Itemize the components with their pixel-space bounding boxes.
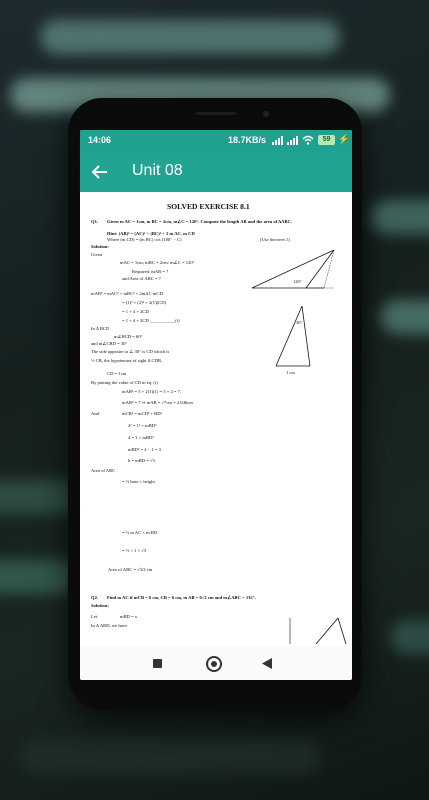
bg-blur-line: [40, 20, 340, 54]
exercise-heading: SOLVED EXERCISE 8.1: [167, 202, 250, 211]
angle-cbd: and m∠CBD = 30°: [91, 341, 128, 346]
bg-blur-line: [20, 740, 320, 774]
substitution-line: By putting the value of CD in eq. (i): [91, 380, 158, 385]
wifi-icon: [302, 135, 314, 145]
dimension-label: 1 cm: [286, 370, 295, 375]
equation-6: mAB² = 7 ⇒ mAB = √7cm = 2.646cm: [122, 400, 193, 405]
navigation-bar: [80, 646, 352, 680]
home-button-dot: [211, 661, 217, 667]
app-bar: [80, 152, 352, 192]
given-values: mAC = 1cm; mBC = 2cm; m∠C = 120°: [120, 260, 195, 265]
angle-bcd: m∠BCD = 60°: [114, 334, 143, 339]
q2-text: Find m AC if mCB = 6 cm, CB = 6 cm, m AB = 6√2 cm and m∠ABC = 135°.: [107, 595, 256, 600]
home-button[interactable]: [206, 656, 222, 672]
side-statement: The side opposite to ∠ 30° is CD which is: [91, 349, 170, 354]
given-label: Given: [91, 252, 103, 257]
area-result: Area of ABC = √3/2 cm: [108, 567, 153, 572]
bg-blur-line: [390, 620, 429, 654]
equation-2: = (1)² + (2)² + 2(1)(CD): [122, 300, 167, 305]
battery-level: 59: [322, 136, 331, 143]
document-page[interactable]: [80, 192, 352, 646]
area-formula-2: = ½ m AC × m BD: [122, 530, 158, 535]
bg-blur-line: [370, 200, 429, 234]
status-time: 14:06: [88, 135, 112, 145]
equation-5: mAB² = 5 + 2(1)(1) = 5 + 2 = 7,: [122, 389, 182, 394]
triangle-figure-3: [280, 616, 350, 646]
charging-icon: ⚡: [338, 134, 350, 144]
equation-3: = 1 + 4 + 2CD: [122, 309, 149, 314]
and-label: And: [91, 411, 99, 416]
status-bar: [80, 130, 352, 152]
use-theorem: (Use theorem 1).: [260, 237, 291, 242]
equation-9: 4 = 1 + mBD²: [128, 435, 154, 440]
hint-2: Where (m CD) = (m BC) cos (180° − C): [107, 237, 182, 242]
equation-8: 2² = 1² + mBD²: [128, 423, 157, 428]
back-triangle-icon[interactable]: [262, 658, 272, 669]
signal-icon: [272, 135, 284, 145]
solution-2-label: Solution:: [91, 603, 109, 608]
triangle-bcd-label: In Δ BCD: [91, 326, 110, 331]
equation-7: mCB² = mCD² + BD²: [122, 411, 162, 416]
bg-blur-line: [380, 300, 429, 334]
let-label: Let: [91, 614, 98, 619]
area-label: Area of ABC: [91, 468, 116, 473]
recent-apps-button[interactable]: [153, 659, 162, 668]
equation-10: mBD² = 4 − 1 = 3: [128, 447, 161, 452]
triangle-figure-2: [270, 302, 320, 380]
angle-120-label: 120°: [293, 279, 302, 284]
phone-camera: [263, 111, 269, 117]
triangle-abd-label: In Δ ABD, we have: [91, 623, 127, 628]
signal-icon: [287, 135, 299, 145]
q1-text: Given m AC = 1cm, m BC = 2cm, m∠C = 120°. Compute the length AB and the area of ΔABC.: [107, 219, 293, 224]
area-formula-1: = ½ base × height: [122, 479, 155, 484]
equation-1: mAB² = mAC² + mBC² + 2mAC mCD: [91, 291, 163, 296]
hint: Hint: (AB)² = (AC)² + (BC)² + 2 m AC. m CD: [107, 231, 195, 236]
area-formula-3: = ½ × 1 × √3: [122, 548, 147, 553]
solution-label: Solution:: [91, 244, 109, 249]
back-arrow-icon[interactable]: [92, 165, 108, 179]
phone-speaker: [196, 112, 236, 115]
cd-value: CD = 1cm: [107, 371, 127, 376]
hypotenuse-statement: ½ CB, the hypotenuse of right Δ CDB.: [91, 358, 163, 363]
q1-number: Q1.: [91, 219, 99, 224]
network-speed: 18.7KB/s: [228, 135, 267, 145]
equation-11: h = mBD = √3: [128, 458, 155, 463]
q2-number: Q2.: [91, 595, 99, 600]
equation-4: = 1 + 4 + 2CD ___________(i): [122, 318, 180, 323]
battery-icon: [318, 135, 335, 145]
required-ab: Required: mAB = ?: [132, 269, 169, 274]
let-bd: mBD = x: [120, 614, 138, 619]
angle-30-label: 30°: [296, 320, 303, 325]
triangle-figure-1: [250, 248, 342, 294]
required-area: and Area of ABC = ?: [122, 276, 161, 281]
screen: [80, 130, 352, 680]
page-title: Unit 08: [132, 162, 183, 179]
